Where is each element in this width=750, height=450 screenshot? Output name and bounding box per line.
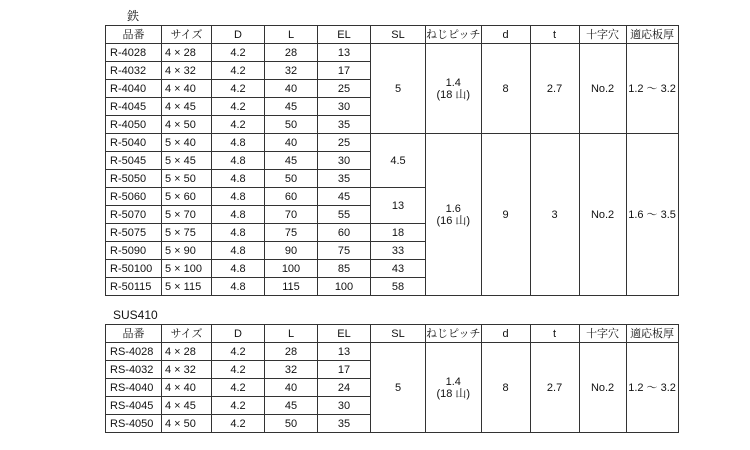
thread-pitch-value: 1.4 [445,375,461,388]
cell-sl: 33 [371,242,426,260]
cell-size: 5 × 70 [162,206,212,224]
cell-d-head: 8 [481,343,530,433]
col-header-d-diameter: D [212,26,265,44]
cell-el: 35 [318,415,371,433]
thread-pitch-value: 1.6 [445,202,461,215]
cell-size: 4 × 50 [162,415,212,433]
thread-pitch-value: 1.4 [445,76,461,89]
cell-part-no: R-4050 [106,116,162,134]
cell-size: 5 × 40 [162,134,212,152]
cell-d-diameter: 4.8 [212,224,265,242]
cell-d-diameter: 4.8 [212,170,265,188]
cell-length: 40 [265,134,318,152]
cell-length: 50 [265,116,318,134]
cell-length: 70 [265,206,318,224]
cell-sl: 58 [371,278,426,296]
cell-d-diameter: 4.2 [212,62,265,80]
cell-part-no: RS-4050 [106,415,162,433]
cell-el: 30 [318,397,371,415]
cell-size: 4 × 45 [162,397,212,415]
cell-el: 17 [318,361,371,379]
col-header-thread-pitch: ねじピッチ [426,26,482,44]
section-title: 鉄 [127,9,140,23]
cell-length: 50 [265,415,318,433]
cell-d-diameter: 4.2 [212,44,265,62]
cell-d-diameter: 4.8 [212,188,265,206]
cell-size: 5 × 50 [162,170,212,188]
cell-el: 25 [318,134,371,152]
cell-d-diameter: 4.8 [212,152,265,170]
cell-el: 85 [318,260,371,278]
cell-t: 2.7 [530,44,579,134]
table-header-row [106,325,679,343]
col-header-part-no: 品番 [106,26,162,44]
cell-length: 45 [265,98,318,116]
cell-size: 4 × 50 [162,116,212,134]
cell-part-no: R-5060 [106,188,162,206]
cell-size: 4 × 40 [162,379,212,397]
cell-part-no: R-5050 [106,170,162,188]
col-header-t: t [530,26,579,44]
cell-d-diameter: 4.2 [212,379,265,397]
cell-el: 13 [318,343,371,361]
cell-part-no: R-4032 [106,62,162,80]
col-header-sl: SL [371,325,426,343]
col-header-length: L [265,26,318,44]
cell-d-diameter: 4.8 [212,206,265,224]
cell-part-no: R-4028 [106,44,162,62]
cell-d-diameter: 4.2 [212,98,265,116]
col-header-el: EL [318,26,371,44]
cell-el: 75 [318,242,371,260]
cell-plate-thickness: 1.6 ～ 3.5 [626,134,678,296]
cell-length: 50 [265,170,318,188]
cell-thread-pitch [426,343,482,433]
cell-size: 4 × 28 [162,44,212,62]
cell-part-no: R-5090 [106,242,162,260]
cell-size: 4 × 32 [162,361,212,379]
table-header-row [106,26,679,44]
cell-part-no: R-4045 [106,98,162,116]
col-header-part-no: 品番 [106,325,162,343]
table-row [106,134,679,152]
spec-table-sus410 [105,324,679,433]
table-row [106,343,679,361]
cell-el: 30 [318,98,371,116]
col-header-sl: SL [371,26,426,44]
cell-size: 5 × 75 [162,224,212,242]
col-header-cross-recess: 十字穴 [579,325,626,343]
thread-count-note: (18 山) [436,88,471,101]
cell-plate-thickness: 1.2 ～ 3.2 [626,44,678,134]
col-header-size: サイズ [162,26,212,44]
col-header-el: EL [318,325,371,343]
cell-size: 5 × 115 [162,278,212,296]
cell-length: 90 [265,242,318,260]
cell-el: 45 [318,188,371,206]
cell-d-diameter: 4.2 [212,415,265,433]
cell-d-diameter: 4.8 [212,278,265,296]
cell-d-diameter: 4.2 [212,361,265,379]
table-row [106,44,679,62]
cell-d-diameter: 4.2 [212,343,265,361]
cell-el: 13 [318,44,371,62]
cell-sl: 13 [371,188,426,224]
thread-count-note: (18 山) [436,387,471,400]
cell-thread-pitch [426,134,482,296]
cell-sl: 18 [371,224,426,242]
cell-length: 60 [265,188,318,206]
cell-part-no: R-5070 [106,206,162,224]
cell-el: 35 [318,116,371,134]
cell-d-diameter: 4.2 [212,116,265,134]
cell-plate-thickness: 1.2 ～ 3.2 [626,343,678,433]
cell-part-no: RS-4028 [106,343,162,361]
cell-d-diameter: 4.8 [212,242,265,260]
cell-part-no: R-5045 [106,152,162,170]
col-header-t: t [530,325,579,343]
section-title: SUS410 [113,308,158,322]
cell-cross-recess: No.2 [579,44,626,134]
spec-table-iron [105,25,679,296]
cell-size: 4 × 40 [162,80,212,98]
cell-length: 100 [265,260,318,278]
cell-part-no: RS-4032 [106,361,162,379]
cell-part-no: R-5075 [106,224,162,242]
cell-part-no: R-50100 [106,260,162,278]
cell-length: 32 [265,361,318,379]
cell-d-diameter: 4.8 [212,134,265,152]
col-header-plate-thickness: 適応板厚 [626,325,678,343]
cell-d-diameter: 4.2 [212,397,265,415]
cell-el: 55 [318,206,371,224]
cell-length: 45 [265,397,318,415]
cell-t: 2.7 [530,343,579,433]
col-header-cross-recess: 十字穴 [579,26,626,44]
cell-part-no: RS-4040 [106,379,162,397]
cell-el: 25 [318,80,371,98]
cell-size: 4 × 32 [162,62,212,80]
cell-d-diameter: 4.2 [212,80,265,98]
thread-count-note: (16 山) [436,214,471,227]
cell-length: 28 [265,343,318,361]
cell-size: 4 × 45 [162,98,212,116]
cell-sl: 43 [371,260,426,278]
cell-el: 17 [318,62,371,80]
cell-size: 5 × 60 [162,188,212,206]
cell-cross-recess: No.2 [579,134,626,296]
cell-part-no: R-5040 [106,134,162,152]
cell-sl: 5 [371,343,426,433]
cell-length: 75 [265,224,318,242]
cell-length: 115 [265,278,318,296]
cell-sl: 4.5 [371,134,426,188]
cell-cross-recess: No.2 [579,343,626,433]
cell-size: 5 × 45 [162,152,212,170]
cell-size: 5 × 90 [162,242,212,260]
cell-el: 35 [318,170,371,188]
cell-length: 28 [265,44,318,62]
cell-part-no: R-50115 [106,278,162,296]
cell-d-head: 8 [481,44,530,134]
col-header-plate-thickness: 適応板厚 [626,26,678,44]
col-header-d-head: d [481,26,530,44]
cell-length: 40 [265,80,318,98]
cell-length: 32 [265,62,318,80]
col-header-thread-pitch: ねじピッチ [426,325,482,343]
cell-length: 40 [265,379,318,397]
col-header-length: L [265,325,318,343]
cell-el: 60 [318,224,371,242]
cell-part-no: RS-4045 [106,397,162,415]
cell-size: 4 × 28 [162,343,212,361]
cell-el: 24 [318,379,371,397]
cell-el: 100 [318,278,371,296]
cell-thread-pitch [426,44,482,134]
cell-d-diameter: 4.8 [212,260,265,278]
col-header-d-diameter: D [212,325,265,343]
cell-length: 45 [265,152,318,170]
col-header-size: サイズ [162,325,212,343]
col-header-d-head: d [481,325,530,343]
cell-size: 5 × 100 [162,260,212,278]
cell-sl: 5 [371,44,426,134]
cell-el: 30 [318,152,371,170]
cell-part-no: R-4040 [106,80,162,98]
cell-d-head: 9 [481,134,530,296]
cell-t: 3 [530,134,579,296]
